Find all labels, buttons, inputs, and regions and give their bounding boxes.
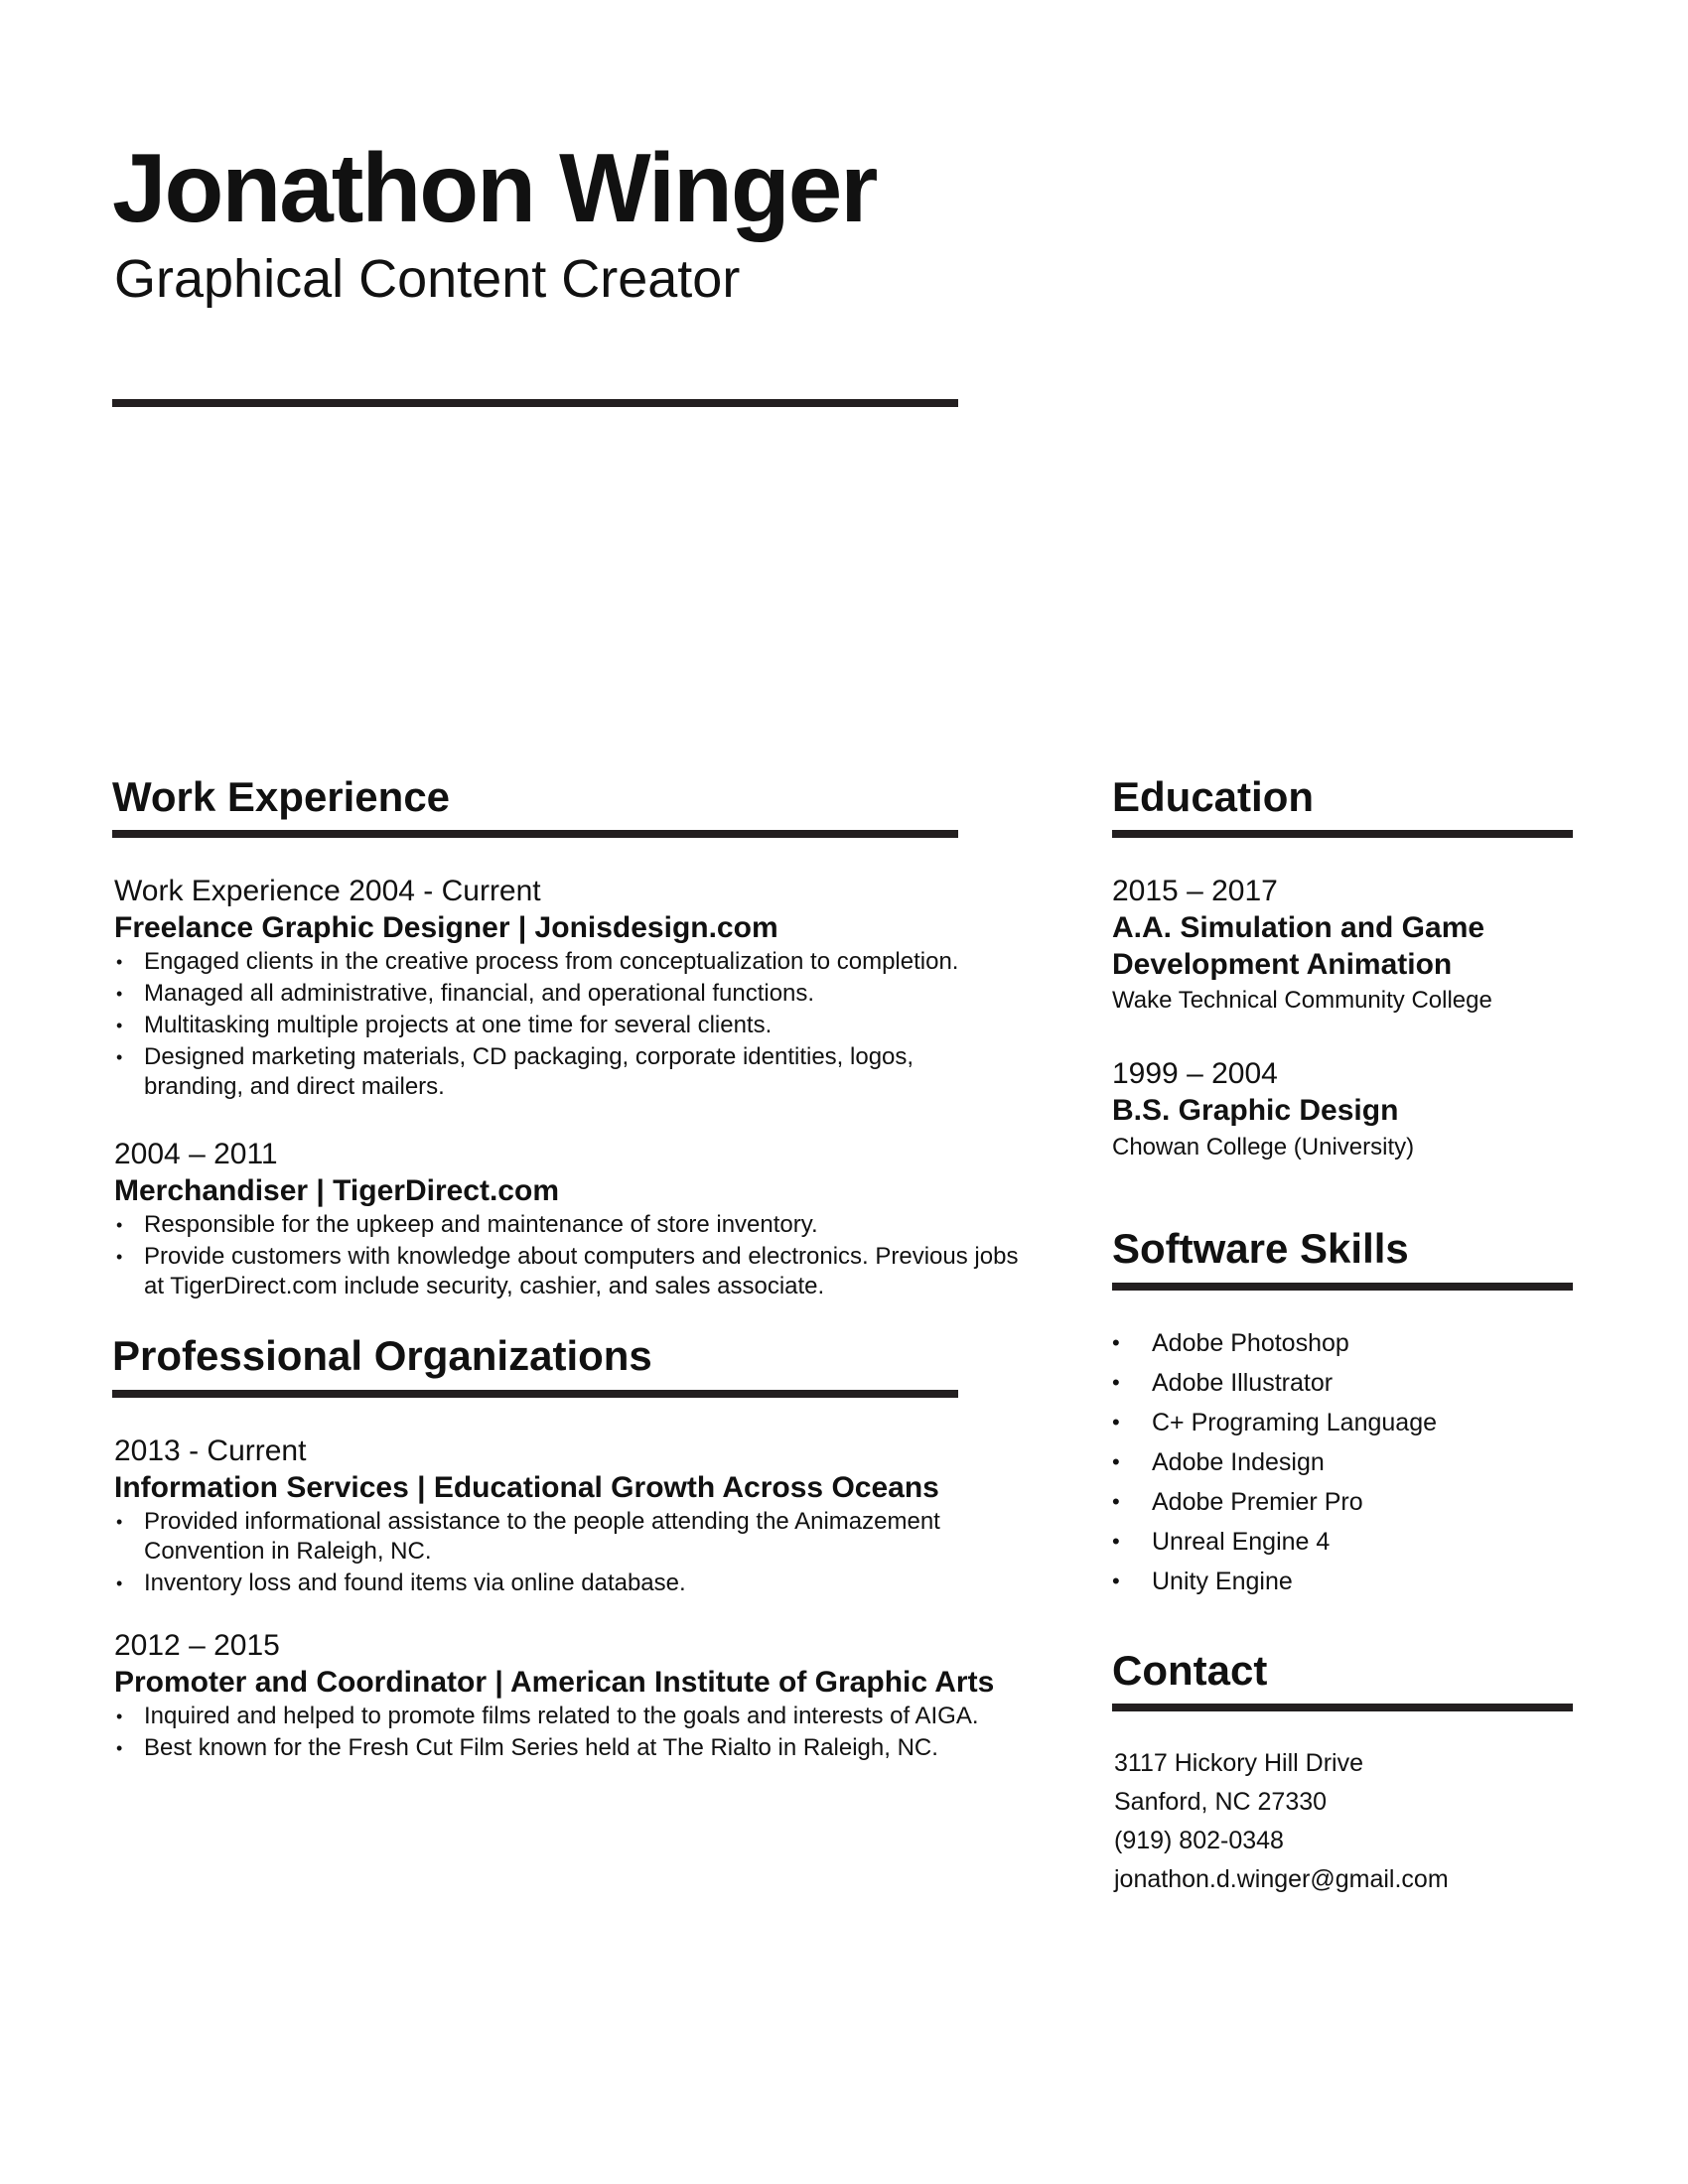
entry-date: 2004 – 2011 (114, 1138, 278, 1170)
list-item: • Provided informational assistance to the people attending the Animazement Convention in Raleigh, NC. (116, 1507, 940, 1565)
contact-address-line2: Sanford, NC 27330 (1114, 1788, 1328, 1816)
entry-date: 2015 – 2017 (1112, 875, 1278, 907)
bullet-icon: • (116, 1572, 123, 1593)
bullet-icon: • (1112, 1449, 1120, 1474)
professional-organizations-divider (112, 1390, 958, 1398)
software-skills-divider (1112, 1283, 1573, 1291)
work-entry-freelance (114, 877, 1008, 1104)
entry-date: 2013 - Current (114, 1434, 307, 1467)
resume-subtitle: Graphical Content Creator (114, 249, 741, 309)
bullet-icon: • (116, 951, 123, 972)
bullet-icon: • (1112, 1569, 1120, 1593)
list-item: • Responsible for the upkeep and maintenance of store inventory. (116, 1210, 818, 1238)
header-divider (112, 399, 958, 407)
bullet-icon: • (116, 1046, 123, 1067)
bullet-icon: • (1112, 1489, 1120, 1514)
entry-bullets (114, 1210, 1019, 1301)
list-item: • Multitasking multiple projects at one time for several clients. (116, 1011, 773, 1038)
list-item: • Adobe Indesign (1112, 1442, 1437, 1482)
list-item: • Unreal Engine 4 (1112, 1522, 1437, 1562)
education-divider (1112, 830, 1573, 838)
institution-name: Chowan College (University) (1112, 1133, 1415, 1160)
education-heading: Education (1112, 773, 1315, 820)
bullet-icon: • (116, 1214, 123, 1235)
bullet-icon: • (1112, 1330, 1120, 1355)
entry-bullets (114, 947, 988, 1102)
org-entry-aiga (114, 1631, 1067, 1765)
entry-date: 1999 – 2004 (1112, 1057, 1278, 1090)
contact-divider (1112, 1704, 1573, 1711)
entry-title: Promoter and Coordinator | American Institute of Graphic Arts (114, 1666, 995, 1699)
education-entry-chowan (1112, 1059, 1559, 1162)
list-item: • Engaged clients in the creative process from conceptualization to completion. (116, 947, 959, 975)
org-entry-egao (114, 1436, 1008, 1600)
degree-title: A.A. Simulation and Game Development Animation (1112, 911, 1485, 981)
institution-name: Wake Technical Community College (1112, 987, 1492, 1015)
contact-phone: (919) 802-0348 (1114, 1827, 1284, 1854)
software-skills-heading: Software Skills (1112, 1225, 1409, 1272)
list-item: • Inquired and helped to promote films related to the goals and interests of AIGA. (116, 1702, 979, 1729)
degree-title: B.S. Graphic Design (1112, 1094, 1399, 1127)
list-item: • Designed marketing materials, CD packaging, corporate identities, logos, branding, and direct mailers. (116, 1042, 914, 1100)
bullet-icon: • (116, 1246, 123, 1267)
entry-bullets (114, 1702, 1067, 1763)
contact-heading: Contact (1112, 1647, 1268, 1694)
resume-name: Jonathon Winger (112, 133, 877, 242)
contact-block (1114, 1744, 1449, 1899)
work-experience-divider (112, 830, 958, 838)
list-item: • Adobe Photoshop (1112, 1323, 1437, 1363)
work-experience-heading: Work Experience (112, 773, 451, 820)
work-entry-tigerdirect (114, 1138, 1019, 1303)
entry-title: Information Services | Educational Growth Across Oceans (114, 1471, 939, 1504)
list-item: • Managed all administrative, financial, and operational functions. (116, 979, 815, 1007)
bullet-icon: • (116, 1511, 123, 1532)
entry-title: Freelance Graphic Designer | Jonisdesign.com (114, 911, 778, 944)
bullet-icon: • (1112, 1370, 1120, 1395)
list-item: • Adobe Illustrator (1112, 1363, 1437, 1403)
entry-date: 2012 – 2015 (114, 1629, 280, 1662)
list-item: • Best known for the Fresh Cut Film Series held at The Rialto in Raleigh, NC. (116, 1733, 938, 1761)
entry-title: Merchandiser | TigerDirect.com (114, 1174, 559, 1207)
contact-address-line1: 3117 Hickory Hill Drive (1114, 1749, 1363, 1777)
list-item: • C+ Programing Language (1112, 1403, 1437, 1442)
entry-date: Work Experience 2004 - Current (114, 875, 541, 907)
bullet-icon: • (116, 1737, 123, 1758)
professional-organizations-heading: Professional Organizations (112, 1332, 652, 1379)
list-item: • Inventory loss and found items via online database. (116, 1569, 686, 1596)
list-item: • Unity Engine (1112, 1562, 1437, 1601)
bullet-icon: • (1112, 1529, 1120, 1554)
education-entry-wake-tech (1112, 877, 1559, 1016)
software-skills-list (1112, 1323, 1437, 1601)
bullet-icon: • (116, 1015, 123, 1035)
entry-bullets (114, 1507, 1008, 1598)
list-item: • Adobe Premier Pro (1112, 1482, 1437, 1522)
list-item: • Provide customers with knowledge about computers and electronics. Previous jobs at TigerDirect.com include security, cashier, and sales associate. (116, 1242, 1019, 1299)
bullet-icon: • (116, 983, 123, 1004)
bullet-icon: • (116, 1706, 123, 1726)
contact-email: jonathon.d.winger@gmail.com (1114, 1865, 1449, 1893)
bullet-icon: • (1112, 1410, 1120, 1434)
